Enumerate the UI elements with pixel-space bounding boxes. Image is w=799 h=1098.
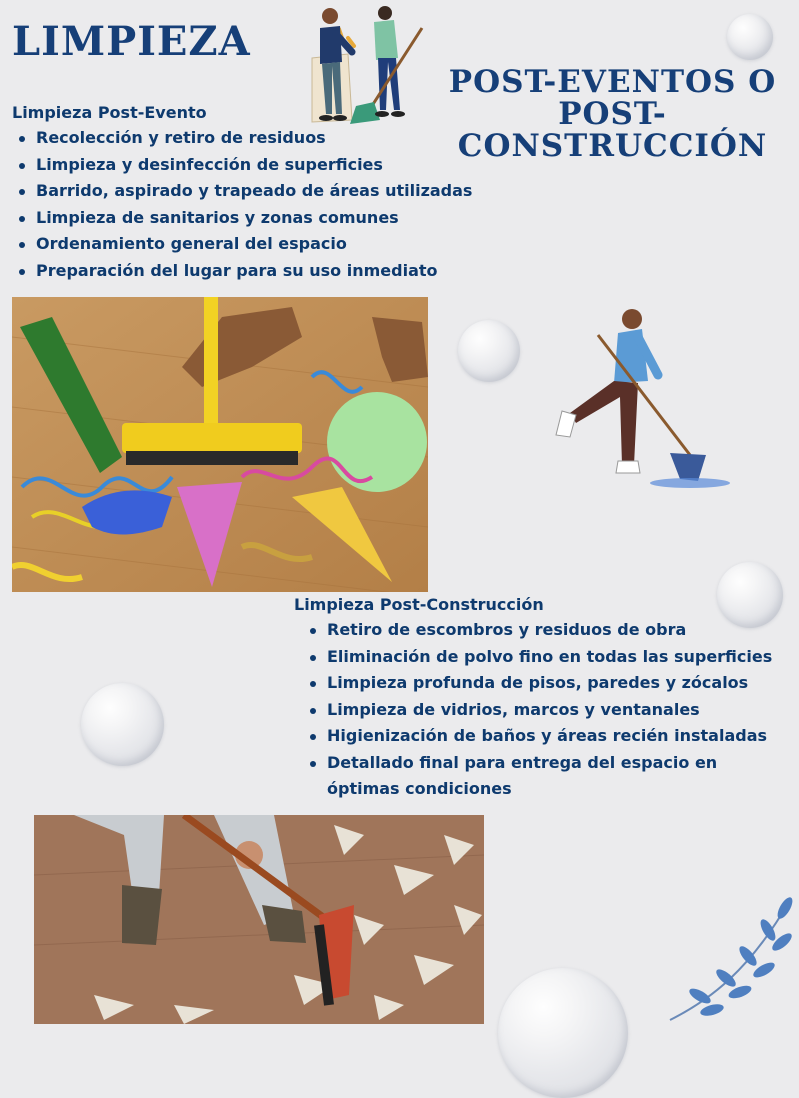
- list-item: Recolección y retiro de residuos: [12, 125, 472, 152]
- list-item: Limpieza de vidrios, marcos y ventanales: [303, 697, 777, 724]
- post-construccion-list: [303, 617, 777, 803]
- list-item: Limpieza profunda de pisos, paredes y zócalos: [303, 670, 777, 697]
- list-item: Preparación del lugar para su uso inmediato: [12, 258, 472, 285]
- list-item: Limpieza y desinfección de superficies: [12, 152, 472, 179]
- list-item: Higienización de baños y áreas recién instaladas: [303, 723, 777, 750]
- construction-cleanup-photo: [34, 815, 484, 1024]
- party-cleanup-photo: [12, 297, 428, 592]
- post-evento-section: [12, 103, 472, 284]
- list-item: Ordenamiento general del espacio: [12, 231, 472, 258]
- page-subtitle: POST-EVENTOS O POST-CONSTRUCCIÓN: [448, 64, 777, 164]
- bubble-decoration: [81, 683, 164, 766]
- post-evento-title: Limpieza Post-Evento: [12, 103, 207, 122]
- post-construccion-title: Limpieza Post-Construcción: [294, 595, 544, 614]
- list-item: Barrido, aspirado y trapeado de áreas utilizadas: [12, 178, 472, 205]
- page-title: LIMPIEZA: [12, 18, 251, 65]
- post-evento-list: [12, 125, 472, 284]
- list-item: Eliminación de polvo fino en todas las superficies: [303, 644, 777, 671]
- list-item: Limpieza de sanitarios y zonas comunes: [12, 205, 472, 232]
- list-item: Detallado final para entrega del espacio en óptimas condiciones: [303, 750, 777, 803]
- bubble-decoration: [458, 320, 520, 382]
- bubble-decoration: [498, 968, 628, 1098]
- sweeping-man-illustration: [540, 305, 735, 495]
- bubble-decoration: [717, 562, 783, 628]
- list-item: Retiro de escombros y residuos de obra: [303, 617, 777, 644]
- post-construccion-section: [294, 595, 777, 803]
- bubble-decoration: [727, 14, 773, 60]
- leaf-decoration: [660, 890, 799, 1024]
